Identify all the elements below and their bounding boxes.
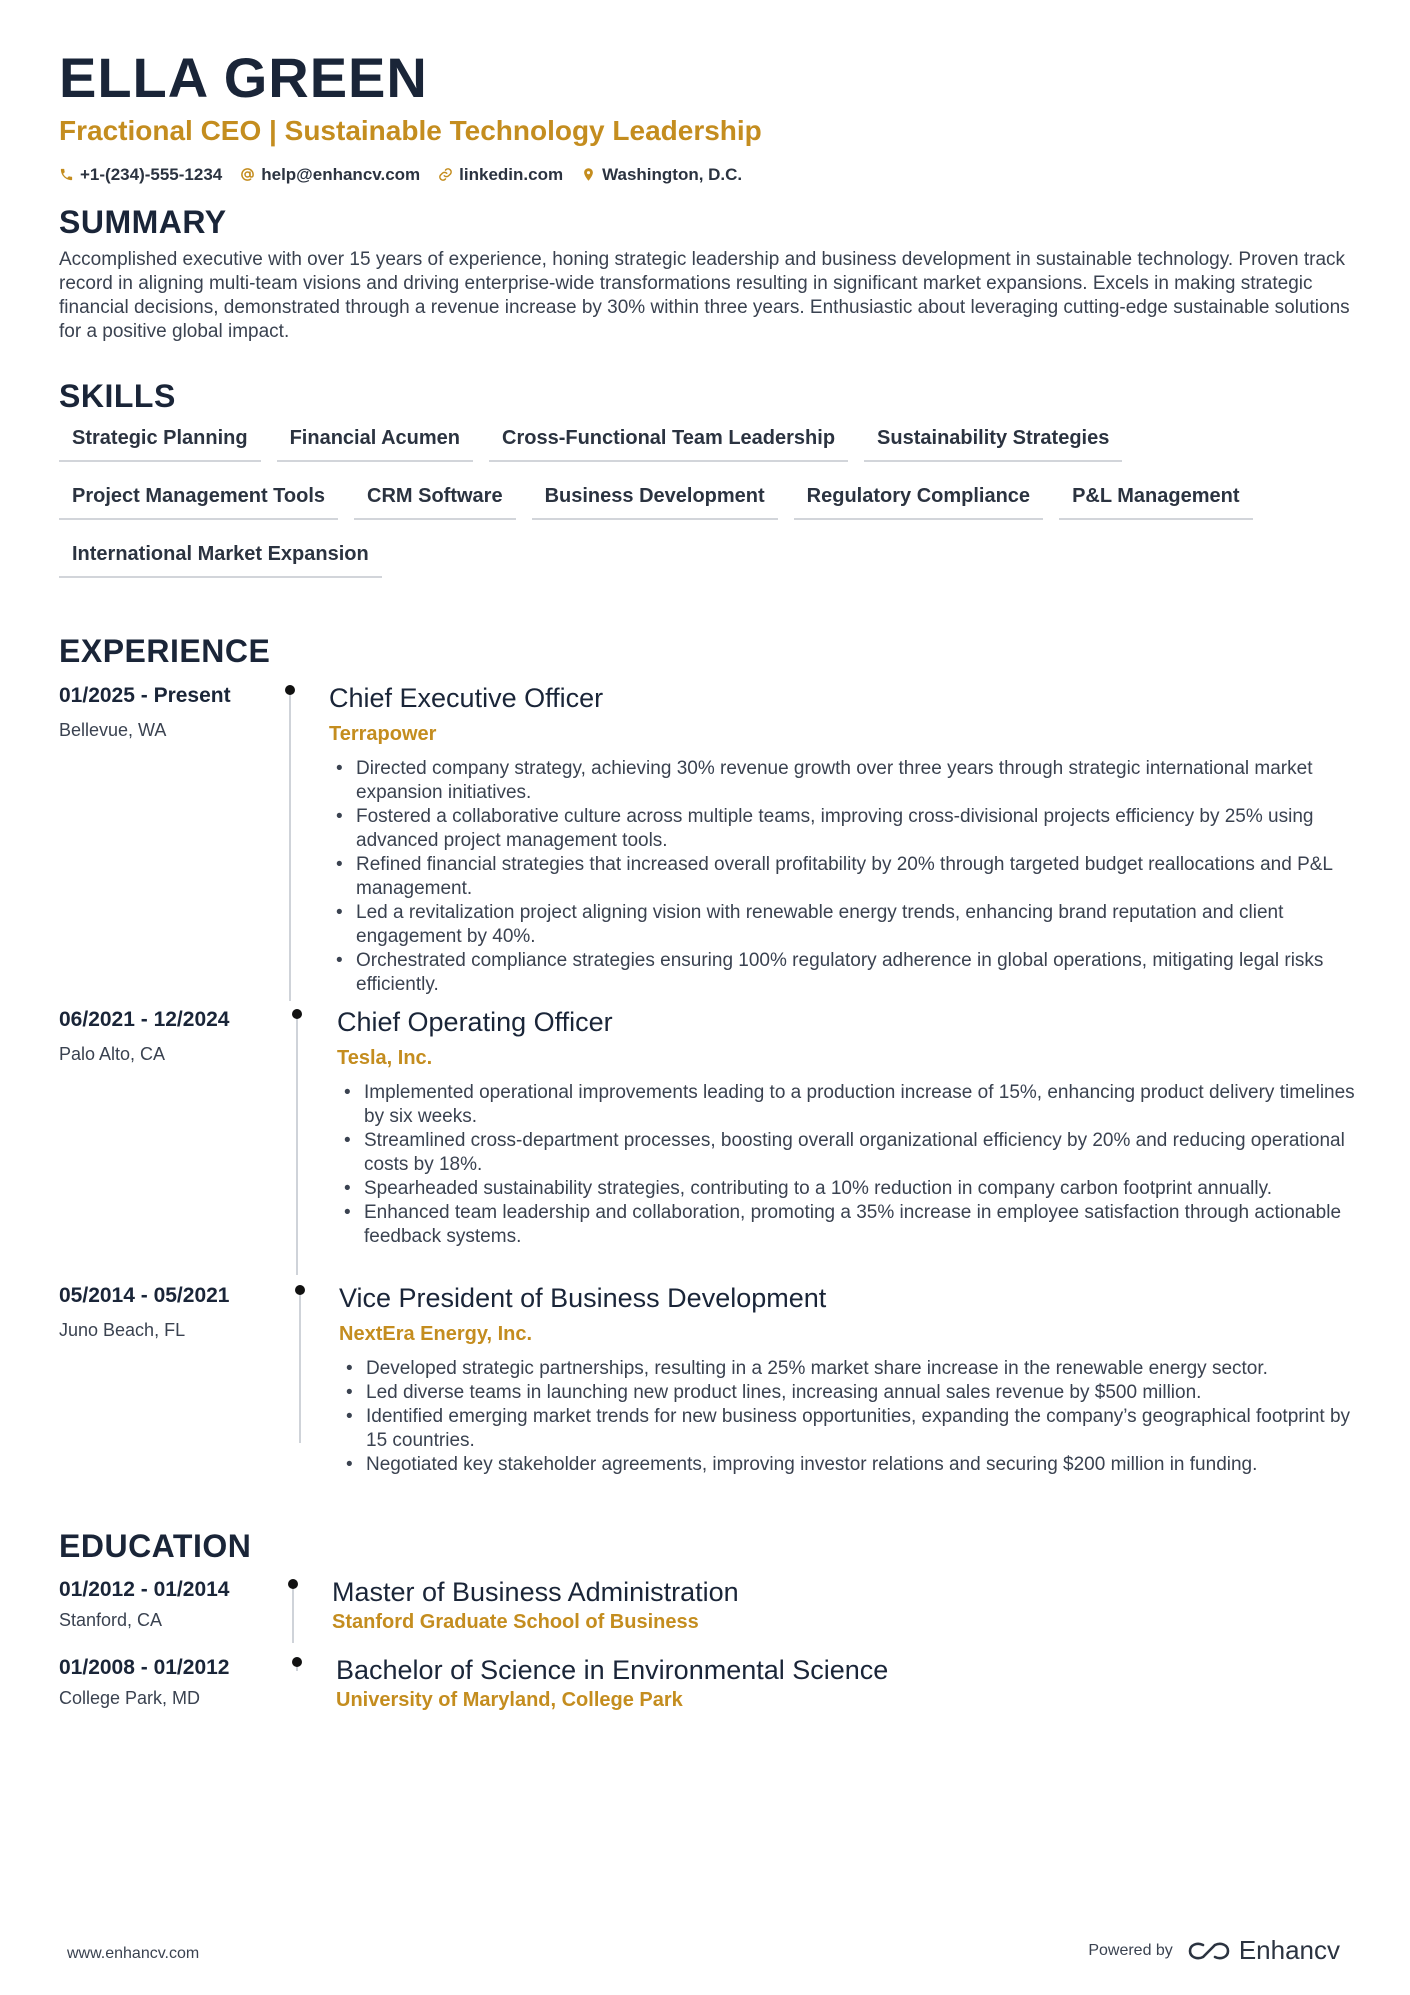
timeline-dot bbox=[292, 1009, 302, 1019]
experience-details bbox=[337, 1007, 1359, 1249]
experience-bullet: • Spearheaded sustainability strategies, contributing to a 10% reduction in company carbon footprint annually. bbox=[337, 1177, 1359, 1201]
experience-dates: 05/2014 - 05/2021 bbox=[59, 1284, 230, 1307]
timeline-line bbox=[296, 1009, 298, 1275]
experience-dates: 01/2025 - Present bbox=[59, 684, 231, 707]
summary-heading: SUMMARY bbox=[59, 204, 227, 240]
experience-location: Palo Alto, CA bbox=[59, 1044, 166, 1064]
experience-bullet: • Enhanced team leadership and collaboration, promoting a 35% increase in employee satisfaction through actionable feedback systems. bbox=[337, 1201, 1359, 1249]
experience-entry bbox=[59, 683, 1359, 1003]
education-location: College Park, MD bbox=[59, 1688, 201, 1708]
at-icon bbox=[240, 167, 255, 182]
skills-heading: SKILLS bbox=[59, 378, 176, 414]
experience-bullet: • Led a revitalization project aligning vision with renewable energy trends, enhancing brand reputation and client engagement by 40%. bbox=[329, 901, 1359, 949]
experience-bullet: • Orchestrated compliance strategies ensuring 100% regulatory adherence in global operations, mitigating legal risks efficiently. bbox=[329, 949, 1359, 997]
education-entry bbox=[59, 1655, 1359, 1725]
education-school: University of Maryland, College Park bbox=[336, 1689, 683, 1711]
education-details bbox=[336, 1655, 1359, 1711]
experience-meta bbox=[59, 1007, 279, 1277]
timeline-line bbox=[289, 685, 291, 1001]
timeline-dot bbox=[292, 1657, 302, 1667]
experience-bullets bbox=[339, 1357, 1359, 1477]
education-degree: Master of Business Administration bbox=[332, 1577, 739, 1607]
experience-meta bbox=[59, 1283, 279, 1483]
education-meta bbox=[59, 1577, 279, 1647]
experience-heading: EXPERIENCE bbox=[59, 633, 271, 669]
candidate-headline: Fractional CEO | Sustainable Technology Leadership bbox=[59, 115, 762, 146]
experience-role: Chief Operating Officer bbox=[337, 1007, 613, 1037]
experience-bullets bbox=[337, 1081, 1359, 1249]
resume-page bbox=[59, 46, 1359, 1711]
location-pin-icon bbox=[581, 167, 596, 182]
experience-location: Juno Beach, FL bbox=[59, 1320, 186, 1340]
timeline-line bbox=[292, 1579, 294, 1643]
experience-meta bbox=[59, 683, 279, 1003]
education-heading: EDUCATION bbox=[59, 1528, 252, 1564]
experience-role: Vice President of Business Development bbox=[339, 1283, 827, 1313]
experience-bullet: • Implemented operational improvements leading to a production increase of 15%, enhancing product delivery timelines by six weeks. bbox=[337, 1081, 1359, 1129]
timeline-line bbox=[296, 1657, 298, 1671]
education-meta bbox=[59, 1655, 279, 1725]
skill-tag: P&L Management bbox=[1059, 480, 1252, 520]
contact-linkedin-text: linkedin.com bbox=[459, 164, 564, 184]
skill-tag: International Market Expansion bbox=[59, 538, 382, 578]
skill-tag: Strategic Planning bbox=[59, 422, 261, 462]
experience-bullet: • Negotiated key stakeholder agreements, improving investor relations and securing $200 million in funding. bbox=[339, 1453, 1359, 1477]
experience-section bbox=[59, 633, 1359, 1475]
experience-bullet: • Identified emerging market trends for new business opportunities, expanding the company’s geographical footprint by 15 countries. bbox=[339, 1405, 1359, 1453]
experience-location: Bellevue, WA bbox=[59, 720, 167, 740]
experience-bullet: • Streamlined cross-department processes, boosting overall organizational efficiency by 20% and reducing operational costs by 18%. bbox=[337, 1129, 1359, 1177]
resume-header bbox=[59, 46, 1359, 185]
phone-icon bbox=[59, 167, 74, 182]
experience-details bbox=[339, 1283, 1359, 1477]
education-section bbox=[59, 1528, 1359, 1711]
contact-location bbox=[581, 165, 742, 185]
summary-section bbox=[59, 206, 1359, 344]
experience-bullet: • Refined financial strategies that increased overall profitability by 20% through targeted budget reallocations and P&L management. bbox=[329, 853, 1359, 901]
experience-bullet: • Fostered a collaborative culture across multiple teams, improving cross-divisional projects efficiency by 25% using advanced project management tools. bbox=[329, 805, 1359, 853]
skill-tag: Cross-Functional Team Leadership bbox=[489, 422, 848, 462]
education-details bbox=[332, 1577, 1359, 1633]
powered-by-label: Powered by bbox=[1088, 1941, 1173, 1959]
timeline-line bbox=[299, 1285, 301, 1443]
skill-tag: CRM Software bbox=[354, 480, 516, 520]
enhancv-logo-icon bbox=[1187, 1939, 1231, 1963]
experience-bullets bbox=[329, 757, 1359, 997]
contact-phone-text: +1-(234)-555-1234 bbox=[80, 164, 223, 184]
timeline-dot bbox=[295, 1285, 305, 1295]
education-entry bbox=[59, 1577, 1359, 1647]
candidate-name: ELLA GREEN bbox=[59, 46, 428, 109]
education-location: Stanford, CA bbox=[59, 1610, 163, 1630]
experience-company: Tesla, Inc. bbox=[337, 1047, 433, 1069]
timeline-dot bbox=[288, 1579, 298, 1589]
education-degree: Bachelor of Science in Environmental Science bbox=[336, 1655, 889, 1685]
experience-company: Terrapower bbox=[329, 723, 437, 745]
education-dates: 01/2008 - 01/2012 bbox=[59, 1656, 230, 1679]
experience-dates: 06/2021 - 12/2024 bbox=[59, 1008, 230, 1031]
contact-bar bbox=[59, 165, 1359, 185]
contact-linkedin[interactable] bbox=[438, 165, 563, 185]
skill-tag: Sustainability Strategies bbox=[864, 422, 1122, 462]
link-icon bbox=[438, 167, 453, 182]
skill-tag: Financial Acumen bbox=[277, 422, 473, 462]
experience-company: NextEra Energy, Inc. bbox=[339, 1323, 533, 1345]
skill-tag: Business Development bbox=[532, 480, 778, 520]
contact-location-text: Washington, D.C. bbox=[602, 164, 743, 184]
education-dates: 01/2012 - 01/2014 bbox=[59, 1578, 230, 1601]
contact-email[interactable] bbox=[240, 165, 420, 185]
contact-phone[interactable] bbox=[59, 165, 222, 185]
footer-branding bbox=[1088, 1935, 1340, 1966]
experience-entry bbox=[59, 1007, 1359, 1277]
experience-bullet: • Directed company strategy, achieving 30% revenue growth over three years through strategic international market expansion initiatives. bbox=[329, 757, 1359, 805]
summary-text: Accomplished executive with over 15 years of experience, honing strategic leadership and business development in sustainable technology. Proven track record in aligning multi-team visions and driving enterprise-wide transformations resulting in significant market expansions. Excels in making strategic financial decisions, demonstrated through a revenue increase by 30% within three years. Enthusiastic about leveraging cutting-edge sustainable solutions for a positive global impact. bbox=[59, 249, 1350, 342]
contact-email-text: help@enhancv.com bbox=[261, 164, 421, 184]
brand-name: Enhancv bbox=[1238, 1935, 1340, 1965]
skill-tag: Project Management Tools bbox=[59, 480, 338, 520]
experience-details bbox=[329, 683, 1359, 997]
skills-list bbox=[59, 422, 1359, 578]
timeline-dot bbox=[285, 685, 295, 695]
experience-entry bbox=[59, 1283, 1359, 1483]
skills-section bbox=[59, 380, 1359, 578]
enhancv-brand[interactable] bbox=[1187, 1935, 1340, 1966]
footer-website[interactable]: www.enhancv.com bbox=[67, 1945, 200, 1962]
skill-tag: Regulatory Compliance bbox=[794, 480, 1043, 520]
education-school: Stanford Graduate School of Business bbox=[332, 1611, 699, 1633]
experience-bullet: • Developed strategic partnerships, resulting in a 25% market share increase in the renewable energy sector. bbox=[339, 1357, 1359, 1381]
experience-role: Chief Executive Officer bbox=[329, 683, 604, 713]
experience-bullet: • Led diverse teams in launching new product lines, increasing annual sales revenue by $500 million. bbox=[339, 1381, 1359, 1405]
